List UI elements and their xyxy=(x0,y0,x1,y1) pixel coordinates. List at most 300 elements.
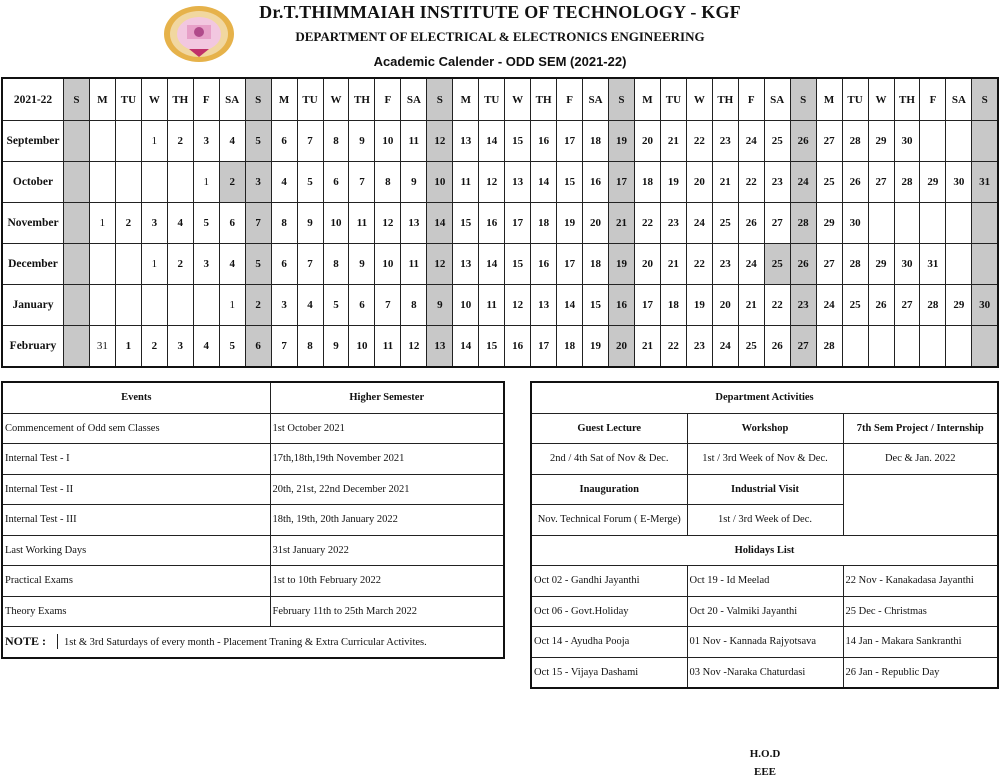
calendar-day: 27 xyxy=(816,244,842,285)
guest-lecture-value: 2nd / 4th Sat of Nov & Dec. xyxy=(531,444,687,475)
calendar-day xyxy=(115,162,141,203)
calendar-day: 17 xyxy=(557,121,583,162)
calendar-day: 18 xyxy=(634,162,660,203)
calendar-day: 11 xyxy=(375,326,401,368)
calendar-day: 12 xyxy=(427,121,453,162)
calendar-day xyxy=(89,285,115,326)
note-label: NOTE : xyxy=(5,634,58,649)
calendar-day: 6 xyxy=(271,121,297,162)
weekday-header: S xyxy=(427,78,453,121)
month-label: September xyxy=(2,121,64,162)
calendar-day xyxy=(972,326,998,368)
note-row xyxy=(2,627,504,658)
calendar-day: 24 xyxy=(790,162,816,203)
calendar-day: 17 xyxy=(609,162,635,203)
calendar-day: 29 xyxy=(816,203,842,244)
calendar-day: 6 xyxy=(245,326,271,368)
calendar-day: 20 xyxy=(609,326,635,368)
holiday-item: Oct 19 - Id Meelad xyxy=(687,566,843,597)
institute-logo xyxy=(163,5,235,63)
weekday-header: F xyxy=(375,78,401,121)
calendar-day: 12 xyxy=(479,162,505,203)
calendar-day: 6 xyxy=(219,203,245,244)
weekday-header: TU xyxy=(660,78,686,121)
calendar-day: 21 xyxy=(634,326,660,368)
calendar-day: 3 xyxy=(245,162,271,203)
calendar-day: 30 xyxy=(842,203,868,244)
calendar-day: 25 xyxy=(712,203,738,244)
weekday-header: F xyxy=(920,78,946,121)
month-label: October xyxy=(2,162,64,203)
dept-activities-title: Department Activities xyxy=(531,382,998,413)
weekday-header: SA xyxy=(946,78,972,121)
calendar-day: 13 xyxy=(531,285,557,326)
events-header: Events xyxy=(2,382,270,413)
calendar-day: 25 xyxy=(816,162,842,203)
month-label: December xyxy=(2,244,64,285)
inauguration-value: Nov. Technical Forum ( E-Merge) xyxy=(531,505,687,536)
calendar-day: 11 xyxy=(401,121,427,162)
holiday-item: 26 Jan - Republic Day xyxy=(843,657,998,688)
calendar-day: 5 xyxy=(219,326,245,368)
calendar-day: 19 xyxy=(583,326,609,368)
calendar-day: 29 xyxy=(946,285,972,326)
event-date: February 11th to 25th March 2022 xyxy=(270,596,504,627)
event-date: 17th,18th,19th November 2021 xyxy=(270,444,504,475)
calendar-day: 24 xyxy=(738,244,764,285)
calendar-day xyxy=(946,326,972,368)
holiday-item: 22 Nov - Kanakadasa Jayanthi xyxy=(843,566,998,597)
calendar-day: 14 xyxy=(453,326,479,368)
month-label: February xyxy=(2,326,64,368)
calendar-day: 23 xyxy=(790,285,816,326)
calendar-day xyxy=(972,121,998,162)
calendar-day: 23 xyxy=(712,121,738,162)
calendar-day: 14 xyxy=(557,285,583,326)
calendar-day: 9 xyxy=(401,162,427,203)
workshop-value: 1st / 3rd Week of Nov & Dec. xyxy=(687,444,843,475)
semester-header: Higher Semester xyxy=(270,382,504,413)
weekday-header: TH xyxy=(894,78,920,121)
calendar-day xyxy=(868,326,894,368)
calendar-day: 7 xyxy=(375,285,401,326)
weekday-header: M xyxy=(271,78,297,121)
calendar-day: 19 xyxy=(609,244,635,285)
calendar-day: 18 xyxy=(531,203,557,244)
calendar-day: 29 xyxy=(920,162,946,203)
calendar-day: 8 xyxy=(323,244,349,285)
weekday-header: W xyxy=(141,78,167,121)
calendar-day: 18 xyxy=(660,285,686,326)
calendar-day xyxy=(115,244,141,285)
calendar-day: 6 xyxy=(323,162,349,203)
weekday-header: SA xyxy=(764,78,790,121)
month-label: January xyxy=(2,285,64,326)
calendar-day: 30 xyxy=(894,121,920,162)
calendar-day: 8 xyxy=(323,121,349,162)
holiday-item: 01 Nov - Kannada Rajyotsava xyxy=(687,627,843,658)
weekday-header: TH xyxy=(712,78,738,121)
calendar-day: 23 xyxy=(660,203,686,244)
calendar-day: 23 xyxy=(686,326,712,368)
weekday-header: W xyxy=(686,78,712,121)
calendar-day: 15 xyxy=(453,203,479,244)
calendar-day: 2 xyxy=(115,203,141,244)
calendar-day: 17 xyxy=(531,326,557,368)
calendar-day: 18 xyxy=(557,326,583,368)
calendar-day xyxy=(115,121,141,162)
calendar-day xyxy=(64,203,90,244)
calendar-day: 22 xyxy=(738,162,764,203)
event-name: Commencement of Odd sem Classes xyxy=(2,413,270,444)
calendar-day: 10 xyxy=(323,203,349,244)
weekday-header: W xyxy=(323,78,349,121)
calendar-day: 3 xyxy=(167,326,193,368)
calendar-day xyxy=(946,121,972,162)
holiday-item: Oct 02 - Gandhi Jayanthi xyxy=(531,566,687,597)
calendar-day: 27 xyxy=(764,203,790,244)
calendar-day: 8 xyxy=(375,162,401,203)
calendar-day: 22 xyxy=(660,326,686,368)
hod-dept: EEE xyxy=(753,766,776,778)
calendar-day: 28 xyxy=(842,244,868,285)
calendar-day: 3 xyxy=(193,244,219,285)
holiday-item: Oct 06 - Govt.Holiday xyxy=(531,596,687,627)
calendar-day: 5 xyxy=(297,162,323,203)
calendar-day xyxy=(167,162,193,203)
weekday-header: F xyxy=(738,78,764,121)
calendar-day xyxy=(972,244,998,285)
calendar-day: 10 xyxy=(349,326,375,368)
calendar-day: 11 xyxy=(453,162,479,203)
weekday-header: TU xyxy=(297,78,323,121)
calendar-day: 26 xyxy=(842,162,868,203)
calendar-day: 24 xyxy=(816,285,842,326)
calendar-day: 27 xyxy=(790,326,816,368)
calendar-day: 14 xyxy=(427,203,453,244)
calendar-day xyxy=(946,244,972,285)
calendar-day: 2 xyxy=(167,244,193,285)
calendar-day: 12 xyxy=(427,244,453,285)
calendar-day xyxy=(920,326,946,368)
calendar-day: 30 xyxy=(894,244,920,285)
calendar-day: 20 xyxy=(583,203,609,244)
calendar-day: 22 xyxy=(686,121,712,162)
weekday-header: S xyxy=(790,78,816,121)
calendar-day: 16 xyxy=(531,121,557,162)
calendar-day: 1 xyxy=(141,244,167,285)
calendar-day: 21 xyxy=(712,162,738,203)
weekday-header: M xyxy=(453,78,479,121)
weekday-header: W xyxy=(505,78,531,121)
calendar-day: 21 xyxy=(660,244,686,285)
calendar-day: 8 xyxy=(401,285,427,326)
calendar-day: 18 xyxy=(583,121,609,162)
event-name: Practical Exams xyxy=(2,566,270,597)
weekday-header: S xyxy=(64,78,90,121)
weekday-header: TH xyxy=(167,78,193,121)
calendar-day: 7 xyxy=(271,326,297,368)
calendar-day: 26 xyxy=(868,285,894,326)
weekday-header: TU xyxy=(115,78,141,121)
calendar-day: 3 xyxy=(271,285,297,326)
calendar-day: 25 xyxy=(764,121,790,162)
calendar-day xyxy=(115,285,141,326)
weekday-header: TU xyxy=(842,78,868,121)
calendar-day: 26 xyxy=(790,244,816,285)
weekday-header: S xyxy=(972,78,998,121)
calendar-day: 23 xyxy=(712,244,738,285)
calendar-day: 20 xyxy=(634,244,660,285)
event-name: Internal Test - II xyxy=(2,474,270,505)
calendar-day: 9 xyxy=(323,326,349,368)
industrial-visit-header: Industrial Visit xyxy=(687,474,843,505)
calendar-day: 7 xyxy=(245,203,271,244)
project-value: Dec & Jan. 2022 xyxy=(843,444,998,475)
calendar-day: 22 xyxy=(686,244,712,285)
calendar-day: 13 xyxy=(453,121,479,162)
calendar-day: 24 xyxy=(712,326,738,368)
signature-block xyxy=(735,745,795,781)
event-name: Internal Test - I xyxy=(2,444,270,475)
event-name: Theory Exams xyxy=(2,596,270,627)
calendar-day: 10 xyxy=(375,244,401,285)
calendar-day: 11 xyxy=(349,203,375,244)
calendar-day: 26 xyxy=(790,121,816,162)
weekday-header: F xyxy=(557,78,583,121)
calendar-day: 3 xyxy=(193,121,219,162)
calendar-day: 15 xyxy=(557,162,583,203)
calendar-day xyxy=(894,203,920,244)
calendar-day xyxy=(89,162,115,203)
calendar-day: 2 xyxy=(219,162,245,203)
weekday-header: TH xyxy=(531,78,557,121)
calendar-day: 9 xyxy=(349,244,375,285)
calendar-day: 12 xyxy=(505,285,531,326)
calendar-day: 26 xyxy=(738,203,764,244)
calendar-day: 21 xyxy=(660,121,686,162)
calendar-day: 29 xyxy=(868,244,894,285)
calendar-day: 3 xyxy=(141,203,167,244)
department-activities-table xyxy=(530,381,999,689)
note-text: 1st & 3rd Saturdays of every month - Placement Traning & Extra Curricular Activites. xyxy=(64,637,427,649)
calendar-day xyxy=(920,121,946,162)
calendar-day: 7 xyxy=(349,162,375,203)
holiday-item: 14 Jan - Makara Sankranthi xyxy=(843,627,998,658)
calendar-title: Academic Calender - ODD SEM (2021-22) xyxy=(373,54,627,69)
calendar-day: 4 xyxy=(167,203,193,244)
calendar-day xyxy=(64,121,90,162)
calendar-day: 25 xyxy=(764,244,790,285)
calendar-day: 28 xyxy=(790,203,816,244)
calendar-day xyxy=(64,162,90,203)
event-name: Internal Test - III xyxy=(2,505,270,536)
calendar-day: 19 xyxy=(609,121,635,162)
guest-lecture-header: Guest Lecture xyxy=(531,413,687,444)
institute-title: Dr.T.THIMMAIAH INSTITUTE OF TECHNOLOGY - KGF xyxy=(259,2,741,22)
event-date: 1st to 10th February 2022 xyxy=(270,566,504,597)
calendar-day: 6 xyxy=(349,285,375,326)
calendar-day: 31 xyxy=(89,326,115,368)
calendar-day: 15 xyxy=(505,244,531,285)
calendar-day: 7 xyxy=(297,244,323,285)
calendar-day xyxy=(167,285,193,326)
calendar-day: 22 xyxy=(634,203,660,244)
event-name: Last Working Days xyxy=(2,535,270,566)
holiday-item: 25 Dec - Christmas xyxy=(843,596,998,627)
calendar-day: 17 xyxy=(634,285,660,326)
calendar-day: 22 xyxy=(764,285,790,326)
calendar-day: 10 xyxy=(427,162,453,203)
calendar-day: 1 xyxy=(193,162,219,203)
calendar-day: 16 xyxy=(531,244,557,285)
calendar-day: 4 xyxy=(219,244,245,285)
calendar-day: 28 xyxy=(920,285,946,326)
department-title: DEPARTMENT OF ELECTRICAL & ELECTRONICS ENGINEERING xyxy=(295,29,705,44)
calendar-day: 1 xyxy=(141,121,167,162)
calendar-day: 11 xyxy=(479,285,505,326)
calendar-day xyxy=(64,285,90,326)
calendar-day: 16 xyxy=(505,326,531,368)
calendar-day: 9 xyxy=(297,203,323,244)
calendar-day: 28 xyxy=(842,121,868,162)
calendar-day: 29 xyxy=(868,121,894,162)
calendar-day xyxy=(868,203,894,244)
calendar-day: 7 xyxy=(297,121,323,162)
calendar-day: 16 xyxy=(479,203,505,244)
event-date: 18th, 19th, 20th January 2022 xyxy=(270,505,504,536)
calendar-day: 30 xyxy=(946,162,972,203)
weekday-header: S xyxy=(245,78,271,121)
calendar-day: 15 xyxy=(583,285,609,326)
weekday-header: W xyxy=(868,78,894,121)
calendar-corner: 2021-22 xyxy=(2,78,64,121)
calendar-day: 1 xyxy=(115,326,141,368)
calendar-day: 24 xyxy=(686,203,712,244)
calendar-day: 17 xyxy=(557,244,583,285)
calendar-day: 10 xyxy=(375,121,401,162)
calendar-day: 14 xyxy=(479,121,505,162)
calendar-day: 2 xyxy=(245,285,271,326)
weekday-header: SA xyxy=(401,78,427,121)
calendar-day: 26 xyxy=(764,326,790,368)
calendar-day: 30 xyxy=(972,285,998,326)
calendar-day: 13 xyxy=(453,244,479,285)
calendar-day: 14 xyxy=(479,244,505,285)
calendar-day: 21 xyxy=(609,203,635,244)
calendar-day: 10 xyxy=(453,285,479,326)
calendar-day: 4 xyxy=(193,326,219,368)
calendar-day xyxy=(193,285,219,326)
calendar-day: 13 xyxy=(505,162,531,203)
calendar-day: 20 xyxy=(634,121,660,162)
holiday-item: Oct 20 - Valmiki Jayanthi xyxy=(687,596,843,627)
calendar-day: 20 xyxy=(712,285,738,326)
holiday-item: 03 Nov -Naraka Chaturdasi xyxy=(687,657,843,688)
calendar-day: 19 xyxy=(686,285,712,326)
calendar-day: 8 xyxy=(271,203,297,244)
calendar-day xyxy=(842,326,868,368)
calendar-day: 19 xyxy=(557,203,583,244)
calendar-day: 2 xyxy=(167,121,193,162)
weekday-header: M xyxy=(634,78,660,121)
workshop-header: Workshop xyxy=(687,413,843,444)
weekday-header: SA xyxy=(219,78,245,121)
calendar-day: 25 xyxy=(738,326,764,368)
calendar-day: 4 xyxy=(219,121,245,162)
calendar-day: 31 xyxy=(920,244,946,285)
calendar-day: 4 xyxy=(297,285,323,326)
industrial-visit-value: 1st / 3rd Week of Dec. xyxy=(687,505,843,536)
calendar-day: 18 xyxy=(583,244,609,285)
events-table xyxy=(1,381,505,659)
calendar-day: 4 xyxy=(271,162,297,203)
weekday-header: M xyxy=(89,78,115,121)
calendar-day: 21 xyxy=(738,285,764,326)
calendar-day: 13 xyxy=(401,203,427,244)
project-header: 7th Sem Project / Internship xyxy=(843,413,998,444)
weekday-header: SA xyxy=(583,78,609,121)
calendar-day xyxy=(64,244,90,285)
calendar-day: 2 xyxy=(141,326,167,368)
calendar-day: 6 xyxy=(271,244,297,285)
calendar-day xyxy=(141,162,167,203)
calendar-day xyxy=(89,121,115,162)
academic-calendar-grid xyxy=(1,77,999,368)
calendar-day: 9 xyxy=(427,285,453,326)
weekday-header: M xyxy=(816,78,842,121)
holiday-item: Oct 15 - Vijaya Dashami xyxy=(531,657,687,688)
calendar-day: 28 xyxy=(894,162,920,203)
weekday-header: TH xyxy=(349,78,375,121)
calendar-day: 17 xyxy=(505,203,531,244)
calendar-day: 5 xyxy=(323,285,349,326)
calendar-day: 5 xyxy=(193,203,219,244)
calendar-day: 16 xyxy=(583,162,609,203)
calendar-day xyxy=(972,203,998,244)
event-date: 1st October 2021 xyxy=(270,413,504,444)
calendar-day xyxy=(64,326,90,368)
event-date: 31st January 2022 xyxy=(270,535,504,566)
weekday-header: S xyxy=(609,78,635,121)
calendar-day: 12 xyxy=(401,326,427,368)
calendar-day: 27 xyxy=(816,121,842,162)
calendar-day: 8 xyxy=(297,326,323,368)
calendar-day: 1 xyxy=(219,285,245,326)
inauguration-header: Inauguration xyxy=(531,474,687,505)
calendar-day: 16 xyxy=(609,285,635,326)
calendar-day: 31 xyxy=(972,162,998,203)
calendar-day xyxy=(894,326,920,368)
calendar-day: 9 xyxy=(349,121,375,162)
weekday-header: TU xyxy=(479,78,505,121)
calendar-day: 5 xyxy=(245,244,271,285)
calendar-day: 5 xyxy=(245,121,271,162)
calendar-day xyxy=(141,285,167,326)
calendar-day xyxy=(920,203,946,244)
calendar-day: 13 xyxy=(427,326,453,368)
calendar-day: 12 xyxy=(375,203,401,244)
hod-label: H.O.D xyxy=(749,748,781,760)
calendar-day: 27 xyxy=(894,285,920,326)
calendar-day: 19 xyxy=(660,162,686,203)
calendar-day: 14 xyxy=(531,162,557,203)
calendar-day: 28 xyxy=(816,326,842,368)
calendar-day: 1 xyxy=(89,203,115,244)
calendar-day: 20 xyxy=(686,162,712,203)
calendar-day: 25 xyxy=(842,285,868,326)
calendar-day xyxy=(946,203,972,244)
